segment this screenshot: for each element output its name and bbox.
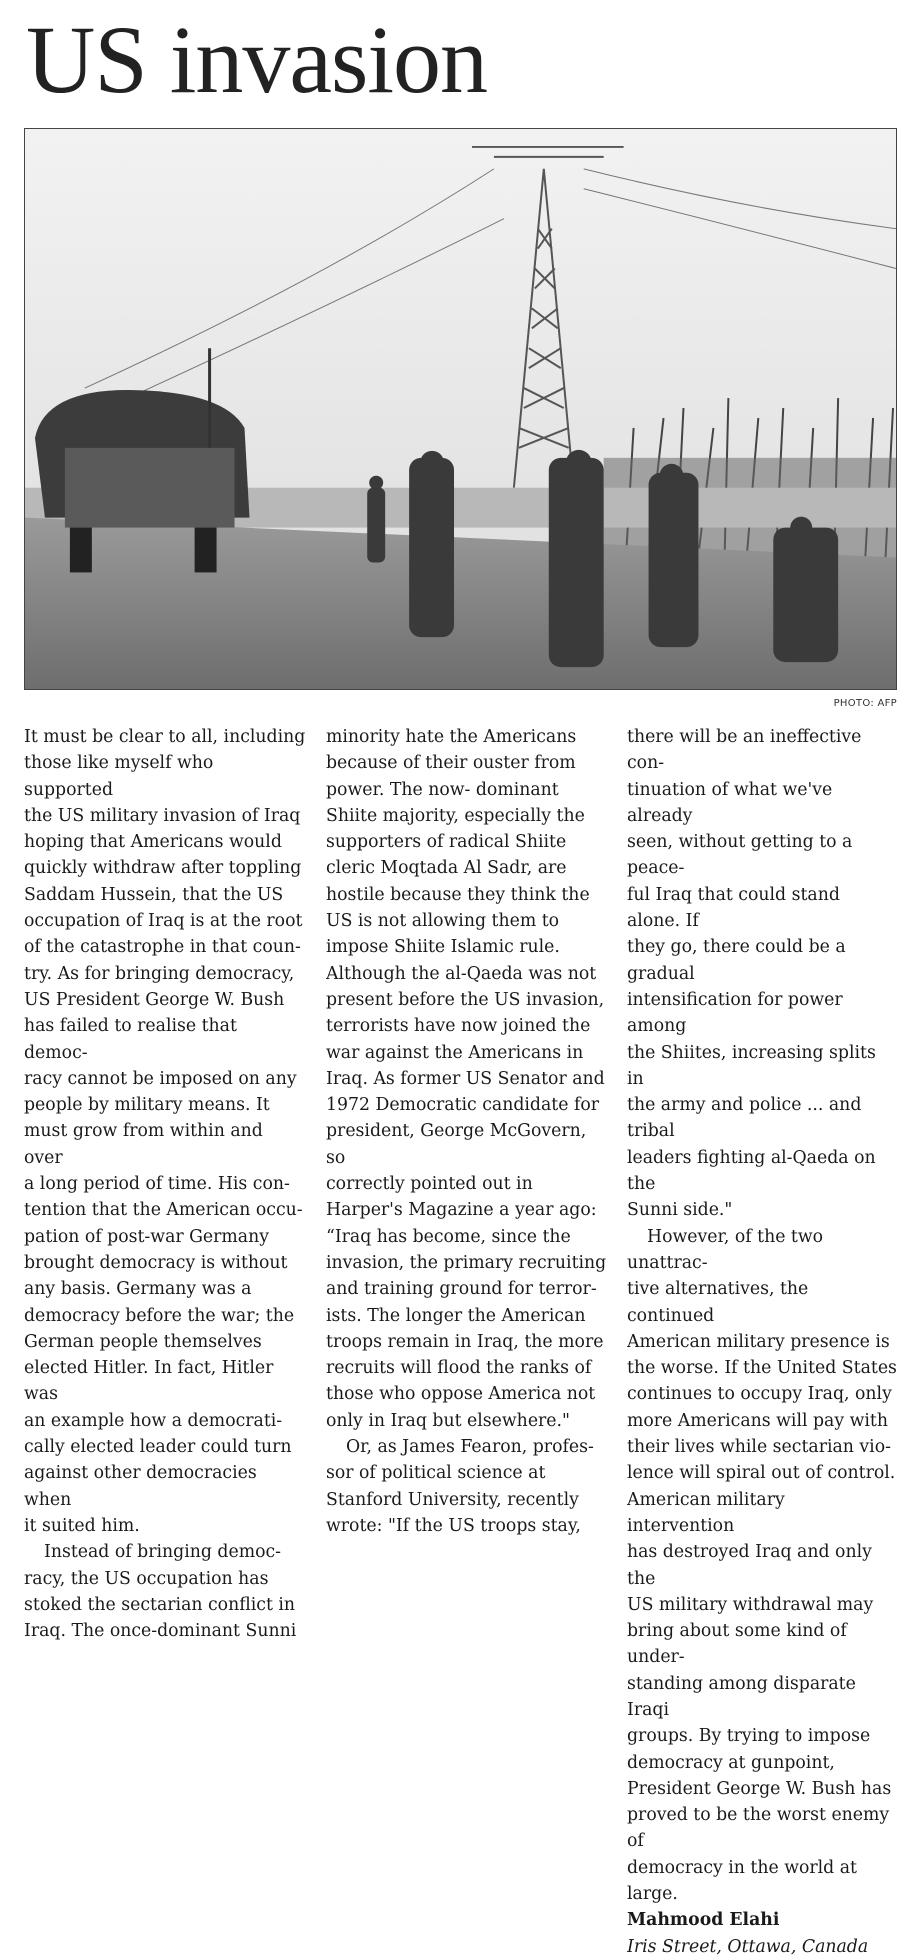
author-name: Mahmood Elahi — [627, 1910, 780, 1931]
headline: US invasion — [26, 6, 488, 113]
column-1 — [24, 724, 306, 1644]
soldiers-patrol-image — [25, 129, 896, 689]
column-2 — [326, 724, 608, 1539]
photo-credit: PHOTO: AFP — [833, 698, 897, 709]
news-photo — [24, 128, 897, 690]
paragraph-1: It must be clear to all, including those like myself who supported the US military invasion of Iraq hoping that Americans would quickly withdraw after toppling Saddam Hussein, that the US occupation of Iraq is at the root of the catastrophe in that coun- try. As for bringing democracy, US President George W. Bush has failed to realise that democ- racy cannot be imposed on any people by military means. It must grow from within and over a long period of time. His con- tention that the American occu- pation of post-war Germany brought democracy is without any basis. Germany was a democracy before the war; the German people themselves elected Hitler. In fact, Hitler was an example how a democrati- cally elected leader could turn against other democracies when it suited him. — [24, 727, 306, 1536]
column-3 — [627, 724, 897, 1960]
author-location: Iris Street, Ottawa, Canada — [627, 1936, 869, 1957]
paragraph-4: However, of the two unattrac- tive alternatives, the continued American military presence is the worse. If the United States continues to occupy Iraq, only more Americans will pay with their lives while sectarian vio- lence will spiral out of control. American military intervention has destroyed Iraq and only the US military withdrawal may bring about some kind of under- standing among disparate Iraqi groups. By trying to impose democracy at gunpoint, President George W. Bush has proved to be the worst enemy of democracy in the world at large. — [627, 1226, 897, 1905]
paragraph-2-start: Instead of bringing democ- racy, the US occupation has stoked the sectarian conflict in Iraq. The once-dominant Sunni — [24, 1542, 297, 1642]
paragraph-2-continued: minority hate the Americans because of their ouster from power. The now- dominant Shiite majority, especially the supporters of radical Shiite cleric Moqtada Al Sadr, are hostile because they think the US is not allowing them to impose Shiite Islamic rule. Although the al-Qaeda was not present before the US invasion, terrorists have now joined the war against the Americans in Iraq. As former US Senator and 1972 Democratic candidate for president, George McGovern, so correctly pointed out in Harper's Magazine a year ago: “Iraq has become, since the invasion, the primary recruiting and training ground for terror- ists. The longer the American troops remain in Iraq, the more recruits will flood the ranks of those who oppose America not only in Iraq but elsewhere." — [326, 727, 607, 1431]
paragraph-3-start: Or, as James Fearon, profes- sor of political science at Stanford University, recently wrote: "If the US troops stay, — [326, 1437, 594, 1536]
paragraph-3-continued: there will be an ineffective con- tinuation of what we've already seen, without getting to a peace- ful Iraq that could stand alone. If they go, there could be a gradual intensification for power among the Shiites, increasing splits in the army and police ... and tribal leaders fighting al-Qaeda on the Sunni side." — [627, 727, 876, 1221]
